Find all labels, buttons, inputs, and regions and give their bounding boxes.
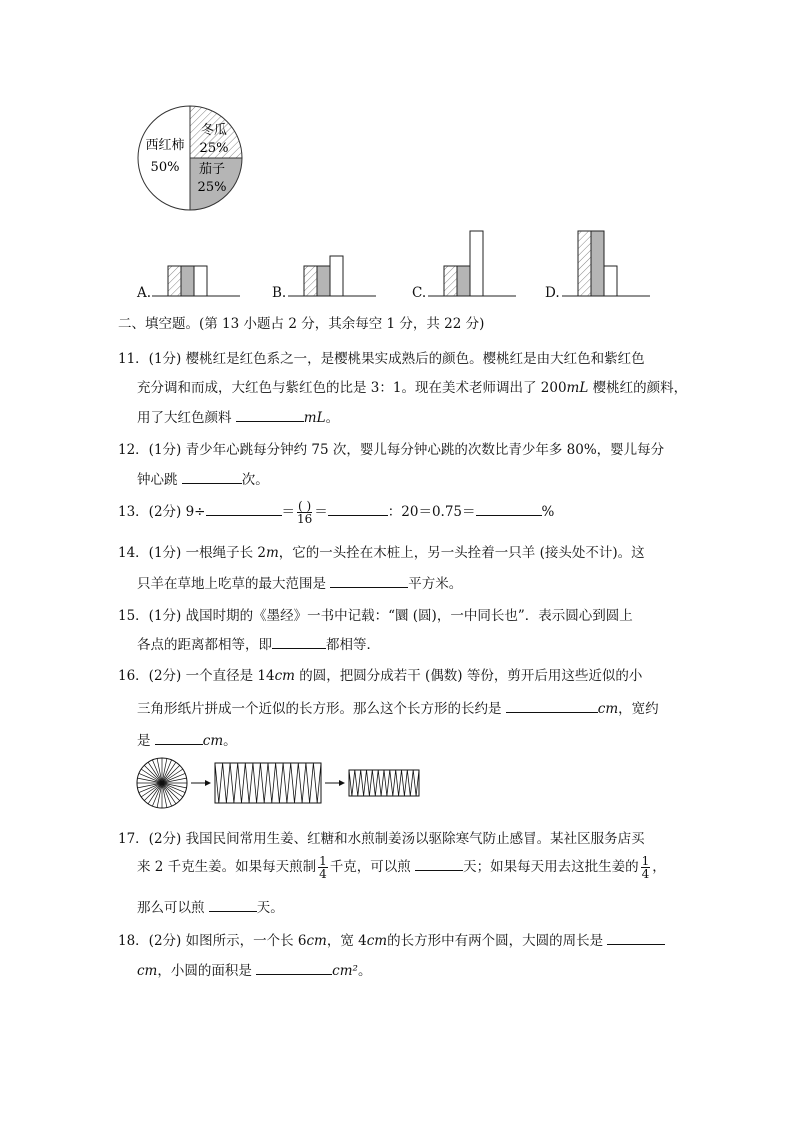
q16-line2: 三角形纸片拼成一个近似的长方形。那么这个长方形的长约是 cm，宽约 — [137, 697, 659, 717]
q16-width-blank[interactable] — [155, 730, 203, 745]
q15-line2: 各点的距离都相等，即 都相等． — [137, 633, 380, 653]
q18-blank-1[interactable] — [607, 930, 665, 945]
q18-line1: 18．(2分) 如图所示，一个长 6cm，宽 4cm的长方形中有两个圆，大圆的周长是 — [118, 929, 665, 949]
tomato-bar — [470, 231, 483, 296]
q14-line2: 只羊在草地上吃草的最大范围是 平方米。 — [137, 572, 462, 592]
q18-line2: cm，小圆的面积是 cm²。 — [137, 959, 371, 979]
q17-fraction-1: $\frac{1}{4}$ — [319, 854, 327, 881]
eggplant-bar — [457, 266, 470, 296]
tomato-bar — [604, 266, 617, 296]
q17-line1: 17．(2分) 我国民间常用生姜、红糖和水煎制姜汤以驱除寒气防止感冒。某社区服务店买 — [118, 831, 645, 847]
wintermelon-bar — [304, 266, 317, 296]
q18-blank-2[interactable] — [256, 960, 332, 975]
q12-line1: 12．(1分) 青少年心跳每分钟约 75 次，婴儿每分钟心跳的次数比青少年多 80%，婴儿每分 — [118, 442, 665, 458]
wintermelon-bar — [444, 266, 457, 296]
tomato-bar — [330, 256, 343, 296]
q13-blank-1[interactable] — [206, 501, 282, 516]
tomato-bar — [194, 266, 207, 296]
q16-line1: 16．(2分) 一个直径是 14cm 的圆，把圆分成若干 (偶数) 等份，剪开后用这些近似的小 — [118, 668, 643, 684]
q12-answer-blank[interactable] — [182, 469, 242, 484]
option-a-chart — [152, 222, 242, 298]
pie-label-tomato: 西红柿 — [145, 138, 185, 153]
option-d-label: D. — [545, 285, 560, 301]
section-heading: 二、填空题。(第 13 小题占 2 分，其余每空 1 分，共 22 分) — [118, 316, 485, 332]
q16-length-blank[interactable] — [506, 698, 598, 713]
option-b-label: B. — [272, 285, 287, 301]
q17-line3: 那么可以煎 天。 — [137, 896, 284, 916]
option-c-chart — [428, 222, 518, 298]
q11-answer-blank[interactable] — [236, 407, 304, 422]
q11-line1: 11．(1分) 樱桃红是红色系之一，是樱桃果实成熟后的颜色。樱桃红是由大红色和紫红色 — [118, 351, 645, 367]
pie-label-wintermelon: 冬瓜 — [200, 123, 228, 138]
q17-fraction-2: $\frac{1}{4}$ — [641, 854, 650, 881]
eggplant-bar — [591, 231, 604, 296]
q13-blank-3[interactable] — [328, 501, 388, 516]
q15-line1: 15．(1分) 战国时期的《墨经》一书中记载：“圜 (圆)，一中同长也”．表示圆心到圆上 — [118, 608, 633, 624]
q11-line3: 用了大红色颜料 mL。 — [137, 406, 339, 426]
q13-blank-4[interactable] — [476, 501, 542, 516]
wintermelon-bar — [168, 266, 181, 296]
option-d-chart — [562, 222, 652, 298]
q13-line: 13．(2分) 9÷ ＝ $\frac{( )}{16}$ ＝ ：20＝0.75＝ % — [118, 499, 555, 526]
circle-sectors — [137, 758, 187, 808]
pie-chart — [135, 103, 245, 213]
q14-answer-blank[interactable] — [330, 573, 408, 588]
q17-blank-1[interactable] — [415, 856, 463, 871]
q16-line3: 是 cm。 — [137, 729, 237, 749]
q16-figure — [135, 756, 425, 812]
arrow-icon — [205, 780, 211, 786]
pie-pct-eggplant: 25% — [197, 180, 227, 195]
pie-pct-tomato: 50% — [150, 160, 180, 175]
q12-line2: 钟心跳 次。 — [137, 468, 269, 488]
q11-line2: 充分调和而成，大红色与紫红色的比是 3：1。现在美术老师调出了 200mL 樱桃红的颜料， — [137, 380, 688, 396]
pie-slice-tomato — [138, 106, 190, 210]
q17-line2: 来 2 千克生姜。如果每天煎制 $\frac{1}{4}$ 千克，可以煎 天；如果每天用去这批生姜的 $\frac{1}{4}$ ， — [137, 854, 666, 881]
option-a-label: A. — [137, 285, 152, 301]
q13-fraction: $\frac{( )}{16}$ — [297, 499, 313, 526]
option-c-label: C. — [412, 285, 427, 301]
pie-label-eggplant: 茄子 — [198, 162, 226, 177]
wintermelon-bar — [578, 231, 591, 296]
q17-blank-2[interactable] — [209, 897, 257, 912]
eggplant-bar — [181, 266, 194, 296]
eggplant-bar — [317, 266, 330, 296]
q14-line1: 14．(1分) 一根绳子长 2m，它的一头拴在木桩上，另一头拴着一只羊 (接头处不计)。这 — [118, 545, 645, 561]
arrow-icon — [339, 780, 345, 786]
q15-answer-blank[interactable] — [272, 634, 326, 649]
option-b-chart — [288, 222, 378, 298]
pie-pct-wintermelon: 25% — [199, 141, 229, 156]
